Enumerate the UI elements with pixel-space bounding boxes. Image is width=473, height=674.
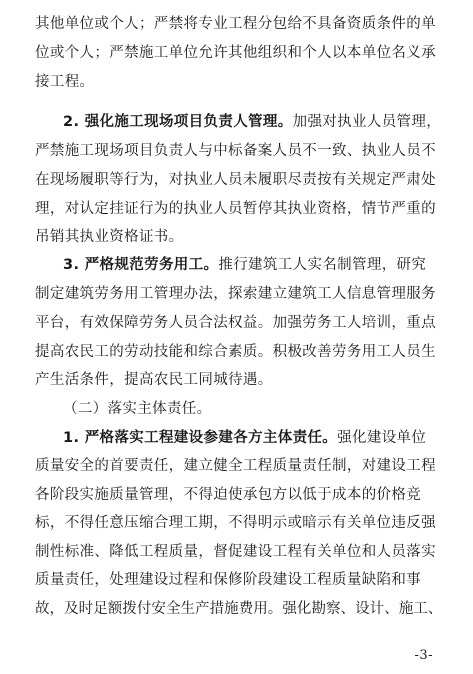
body-line: 制定建筑劳务用工管理办法，探索建立建筑工人信息管理服务 bbox=[35, 286, 436, 302]
body-line: 质量责任，处理建设过程和保修阶段建设工程质量缺陷和事 bbox=[35, 572, 422, 588]
body-line: 标，不得任意压缩合理工期，不得明示或暗示有关单位违反强 bbox=[35, 515, 436, 531]
body-line: 其他单位或个人；严禁将专业工程分包给不具备资质条件的单 bbox=[35, 16, 436, 32]
body-line: 产生活条件，提高农民工同城待遇。 bbox=[35, 372, 273, 388]
body-line: 制性标准、降低工程质量，督促建设工程有关单位和人员落实 bbox=[35, 544, 436, 560]
body-line: 在现场履职等行为，对执业人员未履职尽责按有关规定严肃处 bbox=[35, 172, 436, 188]
section-heading-line: 2. 强化施工现场项目负责人管理。加强对执业人员管理， bbox=[63, 114, 442, 130]
body-line: 理，对认定挂证行为的执业人员暂停其执业资格，情节严重的 bbox=[35, 201, 436, 217]
body-line: 质量安全的首要责任，建立健全工程质量责任制，对建设工程 bbox=[35, 458, 436, 474]
body-line: 吊销其执业资格证书。 bbox=[35, 229, 184, 245]
body-line: 严禁施工现场项目负责人与中标备案人员不一致、执业人员不 bbox=[35, 143, 436, 159]
page-number: -3- bbox=[414, 648, 433, 663]
section-heading: 2. 强化施工现场项目负责人管理。 bbox=[63, 114, 293, 130]
subsection-title: （二）落实主体责任。 bbox=[63, 401, 212, 417]
body-line: 位或个人；严禁施工单位允许其他组织和个人以本单位名义承 bbox=[35, 45, 436, 61]
body-line: 故，及时足额拨付安全生产措施费用。强化勘察、设计、施工、 bbox=[35, 601, 443, 617]
section-heading-line: 3. 严格规范劳务用工。推行建筑工人实名制管理，研究 bbox=[63, 257, 427, 273]
body-line: 提高农民工的劳动技能和综合素质。积极改善劳务用工人员生 bbox=[35, 344, 436, 360]
body-line: 各阶段实施质量管理，不得迫使承包方以低于成本的价格竞 bbox=[35, 487, 422, 503]
section-heading: 3. 严格规范劳务用工。 bbox=[63, 257, 219, 273]
section-heading-line: 1. 严格落实工程建设参建各方主体责任。强化建设单位 bbox=[63, 430, 427, 446]
body-line: 平台，有效保障劳务人员合法权益。加强劳务工人培训，重点 bbox=[35, 315, 436, 331]
section-heading: 1. 严格落实工程建设参建各方主体责任。 bbox=[63, 430, 338, 446]
body-line: 接工程。 bbox=[35, 74, 95, 90]
